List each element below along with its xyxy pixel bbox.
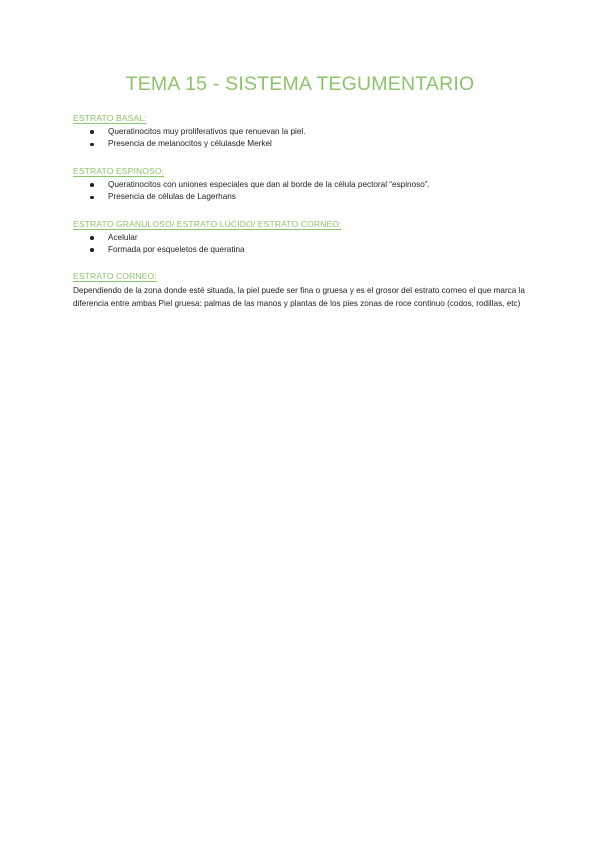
section-estrato-granuloso: [73, 219, 533, 257]
section-heading: ESTRATO GRANULOSO/ ESTRATO LÚCIDO/ ESTRATO CORNEO:: [73, 218, 342, 229]
document-body: [73, 113, 533, 311]
list-item: [73, 126, 533, 138]
bullet-list: [73, 232, 533, 257]
section-heading: ESTRATO CORNEO:: [73, 271, 157, 282]
list-item-text: Queratinocitos con uniones especiales que dan al borde de la célula pectoral “espinoso”.: [108, 179, 430, 189]
bullet-icon: [90, 236, 94, 240]
list-item: [73, 179, 533, 191]
list-item-text: Presencia de melanocitos y célulasde Merkel: [108, 139, 272, 149]
list-item-text: Queratinocitos muy proliferativos que renuevan la piel.: [108, 127, 306, 136]
bullet-list: [73, 179, 533, 204]
section-heading: ESTRATO BASAL:: [73, 113, 147, 123]
list-item: [73, 244, 533, 256]
bullet-icon: [90, 248, 94, 252]
list-item: [73, 191, 533, 203]
bullet-list: [73, 126, 533, 151]
section-estrato-corneo: [73, 271, 533, 310]
list-item-text: Acelular: [108, 232, 138, 242]
list-item-text: Presencia de células de Lagerhans: [108, 192, 236, 202]
bullet-icon: [90, 196, 94, 200]
bullet-icon: [90, 130, 94, 134]
list-item-text: Formada por esqueletos de queratina: [108, 245, 245, 255]
section-estrato-espinoso: [73, 166, 533, 204]
section-paragraph: Dependiendo de la zona donde esté situada, la piel puede ser fina o gruesa y es el grosor del estrato corneo el que marca la diferencia entre ambas Piel gruesa: palmas de las manos y plantas de los pies zonas de roce continuo (codos, rodillas, etc): [73, 286, 525, 309]
page-title: TEMA 15 - SISTEMA TEGUMENTARIO: [125, 73, 475, 95]
section-estrato-basal: [73, 113, 533, 151]
list-item: [73, 138, 533, 150]
bullet-icon: [90, 143, 94, 147]
section-heading: ESTRATO ESPINOSO:: [73, 165, 165, 176]
bullet-icon: [90, 183, 94, 187]
list-item: [73, 232, 533, 244]
